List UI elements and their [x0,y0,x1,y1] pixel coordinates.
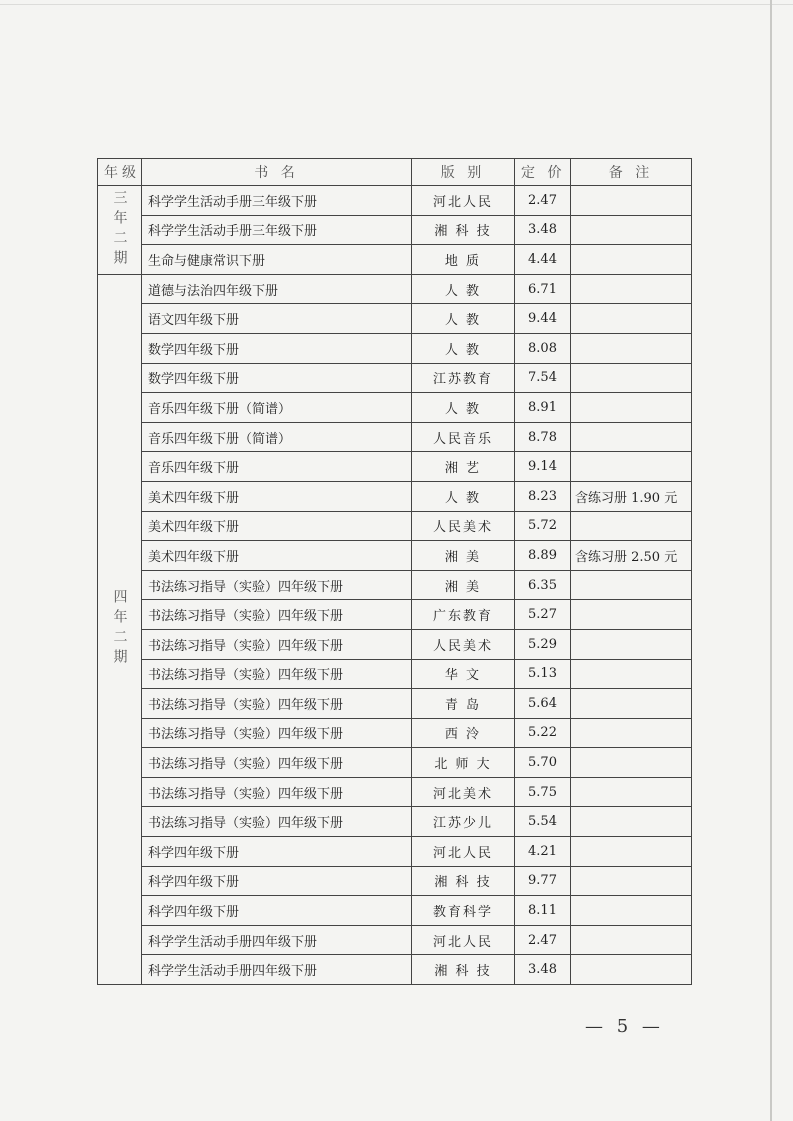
price-cell: 3.48 [515,955,571,985]
price-cell: 7.54 [515,363,571,393]
name-cell: 数学四年级下册 [142,363,412,393]
note-cell [571,274,692,304]
note-cell [571,659,692,689]
table-header-row [98,159,692,186]
table-row [98,304,692,334]
note-cell [571,866,692,896]
price-cell: 8.78 [515,422,571,452]
note-cell [571,837,692,867]
name-cell: 美术四年级下册 [142,481,412,511]
note-cell [571,807,692,837]
name-cell: 科学学生活动手册三年级下册 [142,215,412,245]
price-cell: 8.11 [515,896,571,926]
name-cell: 生命与健康常识下册 [142,245,412,275]
note-cell [571,304,692,334]
publisher-cell: 河北人民 [412,186,515,216]
table-body [98,186,692,985]
name-cell: 美术四年级下册 [142,511,412,541]
note-cell [571,718,692,748]
publisher-cell: 西 泠 [412,718,515,748]
name-cell: 书法练习指导（实验）四年级下册 [142,629,412,659]
publisher-cell: 河北人民 [412,837,515,867]
price-cell: 9.14 [515,452,571,482]
price-cell: 3.48 [515,215,571,245]
note-cell [571,896,692,926]
grade-cell: 四年二期 [98,274,142,984]
name-cell: 书法练习指导（实验）四年级下册 [142,748,412,778]
price-cell: 9.44 [515,304,571,334]
publisher-cell: 人 教 [412,481,515,511]
table-row [98,511,692,541]
table-row [98,215,692,245]
publisher-cell: 湘 美 [412,570,515,600]
publisher-cell: 江苏少儿 [412,807,515,837]
note-cell [571,777,692,807]
note-cell [571,925,692,955]
price-cell: 5.29 [515,629,571,659]
table-row [98,186,692,216]
name-cell: 美术四年级下册 [142,541,412,571]
note-cell [571,511,692,541]
publisher-cell: 湘 科 技 [412,215,515,245]
header-price: 定 价 [515,159,571,186]
publisher-cell: 广东教育 [412,600,515,630]
price-cell: 8.08 [515,333,571,363]
table-row [98,452,692,482]
note-cell [571,748,692,778]
table-row [98,245,692,275]
price-cell: 5.22 [515,718,571,748]
table-row [98,600,692,630]
table-row [98,422,692,452]
publisher-cell: 人 教 [412,333,515,363]
table-row [98,274,692,304]
name-cell: 音乐四年级下册（简谱） [142,393,412,423]
publisher-cell: 华 文 [412,659,515,689]
name-cell: 音乐四年级下册（简谱） [142,422,412,452]
header-publisher: 版 别 [412,159,515,186]
header-name: 书 名 [142,159,412,186]
note-cell: 含练习册 2.50 元 [571,541,692,571]
publisher-cell: 青 岛 [412,689,515,719]
table-row [98,777,692,807]
price-cell: 2.47 [515,925,571,955]
name-cell: 语文四年级下册 [142,304,412,334]
price-cell: 4.44 [515,245,571,275]
price-cell: 9.77 [515,866,571,896]
textbook-price-table [97,158,692,985]
name-cell: 书法练习指导（实验）四年级下册 [142,570,412,600]
table-row [98,748,692,778]
note-cell [571,422,692,452]
publisher-cell: 人 教 [412,304,515,334]
name-cell: 科学四年级下册 [142,837,412,867]
table-row [98,866,692,896]
note-cell [571,393,692,423]
price-cell: 4.21 [515,837,571,867]
note-cell [571,689,692,719]
name-cell: 书法练习指导（实验）四年级下册 [142,718,412,748]
publisher-cell: 河北人民 [412,925,515,955]
name-cell: 音乐四年级下册 [142,452,412,482]
table-row [98,363,692,393]
note-cell [571,186,692,216]
note-cell [571,629,692,659]
publisher-cell: 人民美术 [412,511,515,541]
note-cell [571,955,692,985]
publisher-cell: 北 师 大 [412,748,515,778]
publisher-cell: 江苏教育 [412,363,515,393]
table-row [98,659,692,689]
publisher-cell: 人民音乐 [412,422,515,452]
name-cell: 科学学生活动手册四年级下册 [142,955,412,985]
table-row [98,481,692,511]
price-cell: 6.35 [515,570,571,600]
publisher-cell: 人 教 [412,393,515,423]
note-cell [571,570,692,600]
scan-edge-top [0,4,793,5]
note-cell [571,363,692,393]
publisher-cell: 教育科学 [412,896,515,926]
price-cell: 6.71 [515,274,571,304]
price-cell: 5.70 [515,748,571,778]
name-cell: 书法练习指导（实验）四年级下册 [142,659,412,689]
name-cell: 书法练习指导（实验）四年级下册 [142,807,412,837]
name-cell: 科学四年级下册 [142,896,412,926]
publisher-cell: 人 教 [412,274,515,304]
table-row [98,570,692,600]
page-number: — 5 — [585,1016,664,1037]
note-cell: 含练习册 1.90 元 [571,481,692,511]
table-row [98,896,692,926]
name-cell: 科学学生活动手册三年级下册 [142,186,412,216]
table-row [98,718,692,748]
price-cell: 5.75 [515,777,571,807]
name-cell: 书法练习指导（实验）四年级下册 [142,600,412,630]
scan-edge-right [770,0,772,1121]
name-cell: 数学四年级下册 [142,333,412,363]
price-cell: 8.89 [515,541,571,571]
header-grade: 年级 [98,159,142,186]
price-cell: 5.27 [515,600,571,630]
price-cell: 5.13 [515,659,571,689]
header-note: 备 注 [571,159,692,186]
table-row [98,393,692,423]
table-row [98,689,692,719]
table-row [98,837,692,867]
publisher-cell: 湘 科 技 [412,955,515,985]
name-cell: 书法练习指导（实验）四年级下册 [142,689,412,719]
name-cell: 科学学生活动手册四年级下册 [142,925,412,955]
table-row [98,541,692,571]
table-row [98,955,692,985]
table-row [98,629,692,659]
publisher-cell: 地 质 [412,245,515,275]
note-cell [571,245,692,275]
price-cell: 2.47 [515,186,571,216]
table-row [98,333,692,363]
price-cell: 8.91 [515,393,571,423]
name-cell: 科学四年级下册 [142,866,412,896]
name-cell: 道德与法治四年级下册 [142,274,412,304]
price-cell: 8.23 [515,481,571,511]
publisher-cell: 湘 艺 [412,452,515,482]
price-cell: 5.64 [515,689,571,719]
price-cell: 5.54 [515,807,571,837]
price-cell: 5.72 [515,511,571,541]
publisher-cell: 湘 科 技 [412,866,515,896]
table-row [98,807,692,837]
publisher-cell: 湘 美 [412,541,515,571]
grade-cell: 三年二期 [98,186,142,275]
publisher-cell: 人民美术 [412,629,515,659]
table-row [98,925,692,955]
name-cell: 书法练习指导（实验）四年级下册 [142,777,412,807]
note-cell [571,215,692,245]
note-cell [571,452,692,482]
publisher-cell: 河北美术 [412,777,515,807]
note-cell [571,600,692,630]
note-cell [571,333,692,363]
